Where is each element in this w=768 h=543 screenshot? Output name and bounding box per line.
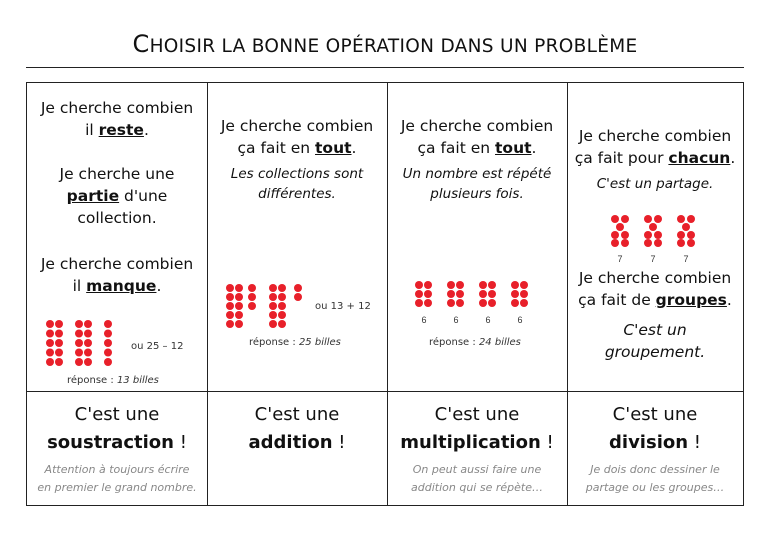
marble — [456, 299, 464, 307]
marble — [294, 293, 302, 301]
marble — [235, 302, 243, 310]
marble — [75, 320, 83, 328]
marble — [621, 231, 629, 239]
group-count-label: 7 — [617, 254, 623, 264]
group-count-label: 6 — [453, 315, 459, 325]
marble — [677, 231, 685, 239]
marble — [226, 302, 234, 310]
marble — [46, 330, 54, 338]
marble — [84, 339, 92, 347]
marble — [649, 223, 657, 231]
reste-text: Je cherche combien il reste. — [40, 99, 194, 139]
partie-text: Je cherche une partie d'une collection. — [59, 165, 175, 227]
groupes-text: Je cherche combien ça fait de groupes. — [578, 269, 732, 309]
marble — [621, 215, 629, 223]
subtraction-description — [27, 83, 207, 391]
marble — [479, 281, 487, 289]
multiplication-conclusion — [387, 391, 567, 505]
marble — [84, 349, 92, 357]
marble — [511, 290, 519, 298]
marble — [55, 349, 63, 357]
marble — [104, 358, 112, 366]
marble — [269, 320, 277, 328]
marble — [479, 290, 487, 298]
marble — [654, 231, 662, 239]
marble — [278, 302, 286, 310]
marble — [55, 320, 63, 328]
marble — [611, 215, 619, 223]
marble — [520, 290, 528, 298]
marble — [226, 284, 234, 292]
group-count-label: 7 — [683, 254, 689, 264]
marbles-illustration — [225, 283, 309, 333]
marble — [520, 281, 528, 289]
addition-answer: réponse : 25 billes — [249, 337, 341, 348]
addition-hint: Les collections sont différentes. — [230, 166, 364, 202]
marble — [415, 299, 423, 307]
addition-conclusion — [207, 391, 387, 505]
group-count-label: 6 — [485, 315, 491, 325]
marble — [46, 358, 54, 366]
operations-table — [26, 82, 744, 506]
marble — [226, 320, 234, 328]
marble — [235, 320, 243, 328]
marble — [278, 320, 286, 328]
marble — [104, 330, 112, 338]
marble — [84, 320, 92, 328]
marble — [488, 299, 496, 307]
marble — [269, 284, 277, 292]
multiplication-hint: Un nombre est répété plusieurs fois. — [402, 166, 552, 202]
marble — [479, 299, 487, 307]
marble — [456, 281, 464, 289]
marble — [415, 290, 423, 298]
marble — [677, 215, 685, 223]
marble — [456, 290, 464, 298]
addition-equation: ou 13 + 12 — [315, 301, 371, 312]
tout-text: Je cherche combien ça fait en tout. — [400, 117, 554, 157]
division-hint: C'est un partage. — [596, 176, 714, 192]
marble — [644, 231, 652, 239]
marble — [104, 320, 112, 328]
marble — [520, 299, 528, 307]
marble — [55, 339, 63, 347]
title-rule — [26, 67, 744, 68]
marble — [424, 290, 432, 298]
marble — [248, 302, 256, 310]
marble — [269, 302, 277, 310]
marble — [248, 284, 256, 292]
division-note: Je dois donc dessiner le partage ou les groupes… — [585, 463, 725, 494]
chacun-text: Je cherche combien ça fait pour chacun. — [574, 127, 736, 167]
marble — [278, 284, 286, 292]
marble — [75, 339, 83, 347]
marble — [84, 330, 92, 338]
marble — [55, 330, 63, 338]
marble — [644, 239, 652, 247]
marble — [226, 311, 234, 319]
marble — [46, 349, 54, 357]
subtraction-note: Attention à toujours écrire en premier le grand nombre. — [37, 463, 197, 494]
marble — [75, 358, 83, 366]
addition-description — [207, 83, 387, 391]
marble — [654, 239, 662, 247]
manque-text: Je cherche combien il manque. — [40, 255, 194, 295]
marble — [46, 339, 54, 347]
marble — [269, 311, 277, 319]
marble — [611, 239, 619, 247]
marble — [511, 299, 519, 307]
marble — [644, 215, 652, 223]
marble — [616, 223, 624, 231]
marble — [104, 349, 112, 357]
marble — [235, 293, 243, 301]
group-count-label: 6 — [421, 315, 427, 325]
marble — [687, 215, 695, 223]
marble — [687, 239, 695, 247]
operation-label: C'est une addition ! — [248, 404, 346, 453]
marble — [488, 290, 496, 298]
marble — [235, 284, 243, 292]
marble — [104, 339, 112, 347]
tout-text: Je cherche combien ça fait en tout. — [220, 117, 374, 157]
marble — [294, 284, 302, 292]
subtraction-conclusion — [27, 391, 207, 505]
marble — [424, 299, 432, 307]
marble — [75, 349, 83, 357]
marble — [654, 215, 662, 223]
marbles-illustration — [611, 215, 707, 267]
marbles-illustration — [415, 281, 541, 327]
multiplication-description — [387, 83, 567, 391]
marble — [687, 231, 695, 239]
operation-label: C'est une multiplication ! — [400, 404, 554, 453]
operation-label: C'est une soustraction ! — [47, 404, 187, 453]
marble — [248, 293, 256, 301]
marble — [682, 223, 690, 231]
group-count-label: 6 — [517, 315, 523, 325]
operation-label: C'est une division ! — [609, 404, 701, 453]
group-count-label: 7 — [650, 254, 656, 264]
marble — [278, 311, 286, 319]
marble — [447, 281, 455, 289]
marble — [269, 293, 277, 301]
marble — [677, 239, 685, 247]
division-conclusion — [567, 391, 743, 505]
multiplication-note: On peut aussi faire une addition qui se répète… — [411, 463, 543, 494]
marble — [488, 281, 496, 289]
marble — [55, 358, 63, 366]
grouping-hint: C'est un groupement. — [604, 321, 706, 361]
marble — [75, 330, 83, 338]
marble — [235, 311, 243, 319]
marble — [621, 239, 629, 247]
marble — [424, 281, 432, 289]
subtraction-equation: ou 25 – 12 — [131, 341, 184, 352]
multiplication-answer: réponse : 24 billes — [429, 337, 521, 348]
marble — [278, 293, 286, 301]
marble — [447, 299, 455, 307]
marble — [84, 358, 92, 366]
subtraction-answer: réponse : 13 billes — [67, 375, 159, 386]
marble — [447, 290, 455, 298]
marbles-illustration — [45, 319, 125, 375]
division-description — [567, 83, 743, 391]
marble — [611, 231, 619, 239]
marble — [415, 281, 423, 289]
marble — [226, 293, 234, 301]
marble — [511, 281, 519, 289]
marble — [46, 320, 54, 328]
page-title: CHOISIR LA BONNE OPÉRATION DANS UN PROBLÈME — [132, 30, 638, 58]
